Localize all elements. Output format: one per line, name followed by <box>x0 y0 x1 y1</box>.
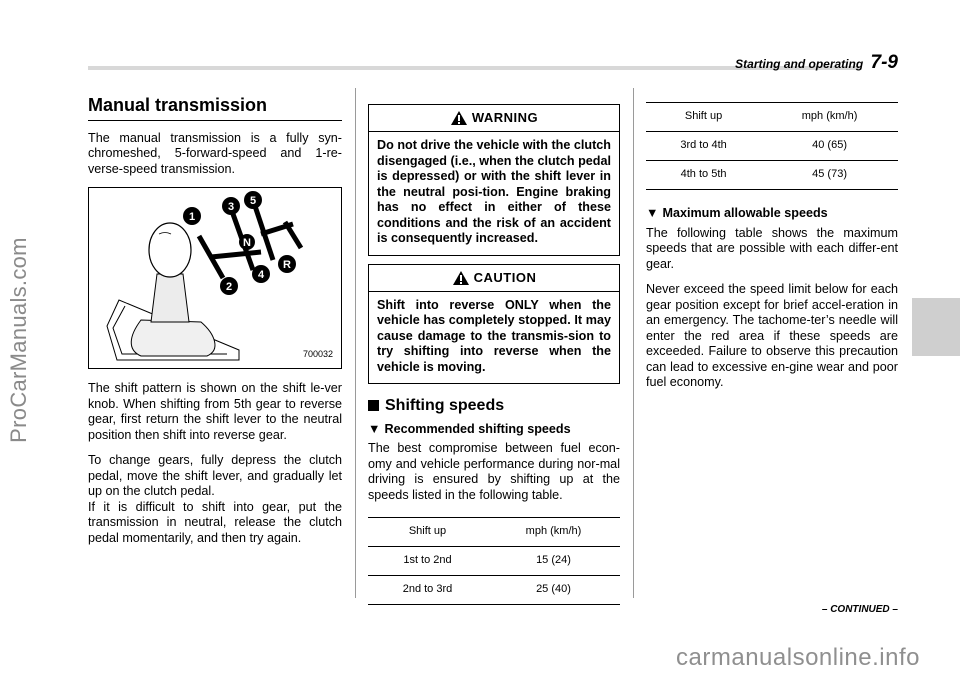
gear-label-r: R <box>283 259 291 271</box>
gear-shift-illustration <box>89 188 341 368</box>
warning-header <box>369 105 619 132</box>
side-watermark <box>4 40 34 640</box>
side-watermark-text: ProCarManuals.com <box>6 237 31 443</box>
warning-box <box>368 104 620 256</box>
change-gears-paragraph: To change gears, fully depress the clutch pedal, move the shift lever, and gradually let up on the clutch pedal. <box>88 453 342 498</box>
gear-label-1: 1 <box>188 211 196 223</box>
table-row <box>368 547 620 576</box>
bottom-watermark: carmanualsonline.info <box>676 644 920 671</box>
recommended-speeds-heading <box>368 422 620 438</box>
gear-label-n: N <box>243 237 251 249</box>
shift-pattern-figure <box>88 187 342 369</box>
table-header-row <box>368 518 620 547</box>
page-header <box>735 52 898 74</box>
cell-shift: 1st to 2nd <box>368 547 487 576</box>
caution-text: Shift into reverse ONLY when the vehicle has completely stopped. It may cause damage to the transmis-sion to try shifting into reverse when the vehicle is moving. <box>377 297 611 374</box>
cell-speed: 40 (65) <box>761 132 898 161</box>
shift-speed-table-1 <box>368 517 620 605</box>
difficult-shift-paragraph: If it is difficult to shift into gear, put the transmission in neutral, release the clutch pedal momentarily, and then try again. <box>88 499 342 545</box>
square-bullet-icon <box>368 400 379 411</box>
column-1 <box>88 92 342 556</box>
maximum-speeds-paragraph: The following table shows the maximum speeds that are possible with each differ-ent gear. <box>646 225 898 271</box>
chapter-tab <box>912 298 960 356</box>
warning-text: Do not drive the vehicle with the clutch disengaged (i.e., when the clutch pedal is depressed) or with the shift lever in the neutral posi-tion. Engine braking has no effect in either of these conditions and the risk of an accident is consequently increased. <box>377 138 611 245</box>
recommended-speeds-title: Recommended shifting speeds <box>384 421 571 436</box>
header-shift-up: Shift up <box>368 518 487 547</box>
triangle-bullet-icon: ▼ <box>368 421 381 436</box>
table-row <box>646 161 898 190</box>
shifting-speeds-heading <box>368 398 620 414</box>
caution-box <box>368 264 620 385</box>
header-speed: mph (km/h) <box>487 518 620 547</box>
shift-speed-table-2 <box>646 102 898 190</box>
table-row <box>646 132 898 161</box>
cell-speed: 15 (24) <box>487 547 620 576</box>
caution-title: CAUTION <box>473 269 537 285</box>
cell-shift: 4th to 5th <box>646 161 761 190</box>
header-title: Starting and operating <box>735 57 864 71</box>
figure-code: 700032 <box>302 348 333 359</box>
recommended-speeds-paragraph: The best compromise between fuel econ-omy and vehicle performance during nor-mal driving is ensured by shifting up at the speeds listed in the following table. <box>368 441 620 502</box>
column-divider-2 <box>633 88 634 598</box>
warning-title: WARNING <box>471 110 539 126</box>
column-3 <box>646 92 898 401</box>
column-divider-1 <box>355 88 356 598</box>
shifting-speeds-title: Shifting speeds <box>385 397 505 414</box>
table-row <box>368 576 620 605</box>
gear-label-3: 3 <box>227 201 235 213</box>
cell-shift: 3rd to 4th <box>646 132 761 161</box>
page-number: 7-9 <box>870 52 898 73</box>
cell-shift: 2nd to 3rd <box>368 576 487 605</box>
cell-speed: 45 (73) <box>761 161 898 190</box>
column-2 <box>368 92 620 605</box>
intro-paragraph: The manual transmission is a fully syn-chromeshed, 5-forward-speed and 1-re-verse-speed transmission. <box>88 130 342 176</box>
table-header-row <box>646 103 898 132</box>
gear-label-4: 4 <box>257 269 265 281</box>
gear-label-5: 5 <box>249 195 257 207</box>
continued-label: – CONTINUED – <box>821 604 898 615</box>
maximum-speeds-title: Maximum allowable speeds <box>662 206 828 220</box>
warning-triangle-icon <box>450 110 468 126</box>
speed-limit-paragraph: Never exceed the speed limit below for each gear position except for brief accel-eration in an emergency. The tachome-ter’s needle will enter the red area if these speeds are exceeded. Failure to observe this precaution can lead to excessive en-gine wear and poor fuel economy. <box>646 282 898 389</box>
shift-pattern-paragraph: The shift pattern is shown on the shift le-ver knob. When shifting from 5th gear to reverse gear, first return the shift lever to the neutral position then shift into reverse gear. <box>88 381 342 442</box>
caution-triangle-icon <box>452 270 470 286</box>
header-shift-up: Shift up <box>646 103 761 132</box>
caution-header <box>369 265 619 292</box>
maximum-speeds-heading <box>646 206 898 222</box>
section-heading: Manual transmission <box>88 98 342 121</box>
cell-speed: 25 (40) <box>487 576 620 605</box>
triangle-bullet-icon: ▼ <box>646 206 659 220</box>
header-speed: mph (km/h) <box>761 103 898 132</box>
gear-label-2: 2 <box>225 281 233 293</box>
